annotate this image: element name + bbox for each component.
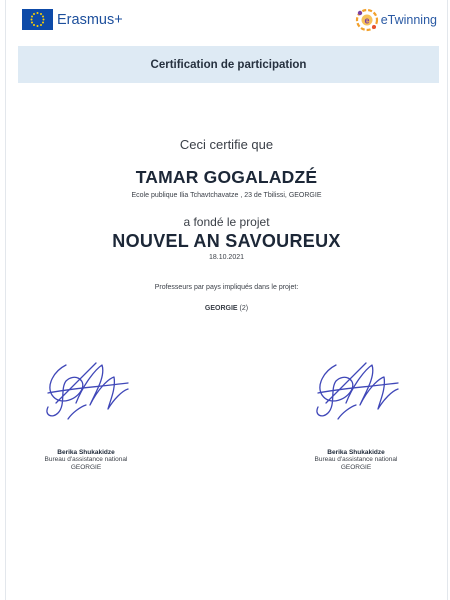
- title-banner: [18, 46, 439, 83]
- teachers-label: Professeurs par pays impliqués dans le projet:: [154, 284, 299, 291]
- signer-country: GEORGIE: [340, 464, 372, 471]
- country-name: GEORGIE: [204, 305, 238, 312]
- student-name: TAMAR GOGALADZÉ: [135, 167, 318, 187]
- certificate-date: 18.10.2021: [208, 254, 245, 261]
- signer-name: Berika Shukakidze: [327, 449, 385, 456]
- etwinning-icon: [354, 8, 380, 32]
- certify-text: Ceci certifie que: [179, 137, 274, 152]
- signature-image: [306, 343, 406, 438]
- country-line: [6, 305, 447, 312]
- signature-block-left: [11, 343, 161, 472]
- erasmus-logo-text: Erasmus+: [57, 11, 123, 28]
- founded-text: a fondé le projet: [183, 215, 270, 229]
- signer-role: Bureau d'assistance national: [44, 456, 128, 463]
- etwinning-logo: [354, 8, 437, 32]
- certificate-page: [5, 0, 448, 600]
- project-name: NOUVEL AN SAVOUREUX: [112, 231, 341, 251]
- signer-role: Bureau d'assistance national: [314, 456, 398, 463]
- signature-block-right: [281, 343, 431, 472]
- signature-image: [36, 343, 136, 438]
- country-count: (2): [239, 305, 249, 312]
- erasmus-logo: [22, 9, 123, 30]
- school-info: Ecole publique Ilia Tchavtchavatze , 23 de Tbilissi, GEORGIE: [131, 192, 322, 199]
- eu-flag-icon: [22, 9, 53, 30]
- certificate-title: Certification de participation: [150, 58, 307, 71]
- signer-country: GEORGIE: [70, 464, 102, 471]
- etwinning-logo-text: eTwinning: [380, 13, 437, 27]
- svg-text:e: e: [364, 15, 370, 26]
- signer-name: Berika Shukakidze: [57, 449, 115, 456]
